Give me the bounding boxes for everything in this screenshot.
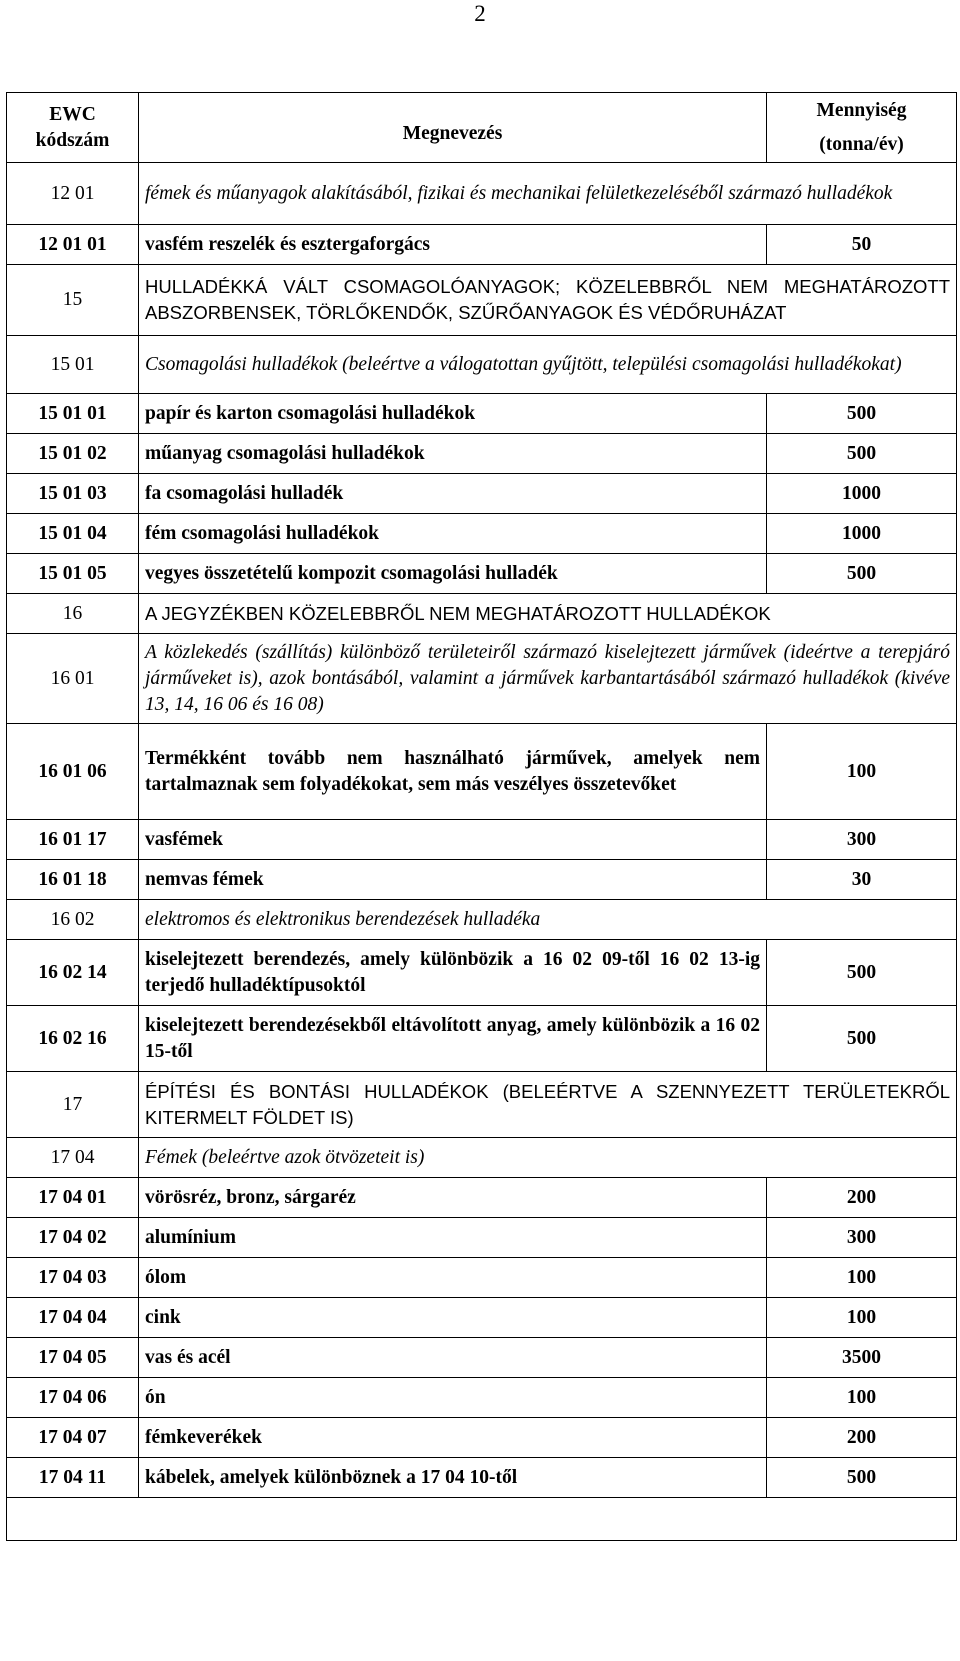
name-cell: cink bbox=[139, 1298, 767, 1338]
name-cell: Fémek (beleértve azok ötvözeteit is) bbox=[139, 1138, 957, 1178]
quantity-cell: 500 bbox=[767, 940, 957, 1006]
table-row bbox=[7, 860, 957, 900]
table-row bbox=[7, 1218, 957, 1258]
name-cell: ólom bbox=[139, 1258, 767, 1298]
quantity-cell: 200 bbox=[767, 1178, 957, 1218]
table-row bbox=[7, 724, 957, 820]
table-row bbox=[7, 554, 957, 594]
ewc-code-cell: 15 bbox=[7, 265, 139, 336]
name-cell: nemvas fémek bbox=[139, 860, 767, 900]
ewc-code-cell: 15 01 05 bbox=[7, 554, 139, 594]
table-row bbox=[7, 225, 957, 265]
table-row bbox=[7, 514, 957, 554]
ewc-code-cell: 15 01 04 bbox=[7, 514, 139, 554]
ewc-code-cell: 17 bbox=[7, 1072, 139, 1138]
table-row bbox=[7, 900, 957, 940]
name-cell: ón bbox=[139, 1378, 767, 1418]
quantity-cell: 500 bbox=[767, 1458, 957, 1498]
quantity-cell: 1000 bbox=[767, 514, 957, 554]
ewc-code-cell: 16 02 16 bbox=[7, 1006, 139, 1072]
name-cell: Csomagolási hulladékok (beleértve a válogatottan gyűjtött, települési csomagolási hulladékokat) bbox=[139, 336, 957, 394]
table-row bbox=[7, 1138, 957, 1178]
table-row bbox=[7, 940, 957, 1006]
name-cell: elektromos és elektronikus berendezések hulladéka bbox=[139, 900, 957, 940]
ewc-code-cell: 17 04 bbox=[7, 1138, 139, 1178]
ewc-code-cell: 17 04 03 bbox=[7, 1258, 139, 1298]
ewc-code-cell: 17 04 05 bbox=[7, 1338, 139, 1378]
ewc-code-cell: 16 01 17 bbox=[7, 820, 139, 860]
name-cell: fémkeverékek bbox=[139, 1418, 767, 1458]
ewc-code-cell: 12 01 01 bbox=[7, 225, 139, 265]
table-header-row bbox=[7, 93, 957, 163]
quantity-cell: 100 bbox=[767, 724, 957, 820]
name-cell: alumínium bbox=[139, 1218, 767, 1258]
table-row bbox=[7, 1258, 957, 1298]
name-cell: kiselejtezett berendezés, amely különbözik a 16 02 09-től 16 02 13-ig terjedő hulladéktípusoktól bbox=[139, 940, 767, 1006]
table-row bbox=[7, 1006, 957, 1072]
table-row bbox=[7, 336, 957, 394]
quantity-cell: 300 bbox=[767, 820, 957, 860]
quantity-cell: 500 bbox=[767, 554, 957, 594]
table-row bbox=[7, 434, 957, 474]
table-row bbox=[7, 394, 957, 434]
page-number: 2 bbox=[474, 1, 486, 26]
name-cell: papír és karton csomagolási hulladékok bbox=[139, 394, 767, 434]
table-row bbox=[7, 594, 957, 634]
header-name: Megnevezés bbox=[139, 93, 767, 163]
quantity-cell: 100 bbox=[767, 1258, 957, 1298]
table-empty-footer-row bbox=[7, 1498, 957, 1541]
quantity-cell: 100 bbox=[767, 1298, 957, 1338]
name-cell: HULLADÉKKÁ VÁLT CSOMAGOLÓANYAGOK; KÖZELEBBRŐL NEM MEGHATÁROZOTT ABSZORBENSEK, TÖRLŐKENDŐK, SZŰRŐANYAGOK ÉS VÉDŐRUHÁZAT bbox=[139, 265, 957, 336]
name-cell: vas és acél bbox=[139, 1338, 767, 1378]
name-cell: vörösréz, bronz, sárgaréz bbox=[139, 1178, 767, 1218]
ewc-code-cell: 16 02 14 bbox=[7, 940, 139, 1006]
table-row bbox=[7, 820, 957, 860]
ewc-code-cell: 17 04 02 bbox=[7, 1218, 139, 1258]
ewc-code-cell: 17 04 06 bbox=[7, 1378, 139, 1418]
name-cell: műanyag csomagolási hulladékok bbox=[139, 434, 767, 474]
name-cell: vegyes összetételű kompozit csomagolási hulladék bbox=[139, 554, 767, 594]
ewc-code-cell: 16 02 bbox=[7, 900, 139, 940]
name-cell: kiselejtezett berendezésekből eltávolított anyag, amely különbözik a 16 02 15-től bbox=[139, 1006, 767, 1072]
name-cell: ÉPÍTÉSI ÉS BONTÁSI HULLADÉKOK (BELEÉRTVE A SZENNYEZETT TERÜLETEKRŐL KITERMELT FÖLDET IS) bbox=[139, 1072, 957, 1138]
table-row bbox=[7, 1178, 957, 1218]
table-body bbox=[7, 163, 957, 1498]
ewc-code-cell: 17 04 11 bbox=[7, 1458, 139, 1498]
quantity-cell: 300 bbox=[767, 1218, 957, 1258]
table-row bbox=[7, 1418, 957, 1458]
header-ewc-code: EWC kódszám bbox=[7, 93, 139, 163]
table-row bbox=[7, 1072, 957, 1138]
name-cell: A közlekedés (szállítás) különböző területeiről származó kiselejtezett járművek (ideértve a terepjáró járműveket is), azok bontásából, valamint a járművek karbantartásából származó hulladékok (kivéve 13, 14, 16 06 és 16 08) bbox=[139, 634, 957, 724]
ewc-code-cell: 17 04 04 bbox=[7, 1298, 139, 1338]
quantity-cell: 3500 bbox=[767, 1338, 957, 1378]
ewc-code-cell: 12 01 bbox=[7, 163, 139, 225]
table-row bbox=[7, 1298, 957, 1338]
table-row bbox=[7, 265, 957, 336]
quantity-cell: 200 bbox=[767, 1418, 957, 1458]
ewc-code-cell: 15 01 01 bbox=[7, 394, 139, 434]
ewc-code-cell: 16 01 06 bbox=[7, 724, 139, 820]
ewc-code-cell: 15 01 02 bbox=[7, 434, 139, 474]
table-row bbox=[7, 1458, 957, 1498]
table-row bbox=[7, 163, 957, 225]
empty-footer-cell bbox=[7, 1498, 957, 1541]
quantity-cell: 500 bbox=[767, 434, 957, 474]
ewc-code-cell: 17 04 07 bbox=[7, 1418, 139, 1458]
name-cell: Termékként tovább nem használható járművek, amelyek nem tartalmaznak sem folyadékokat, sem más veszélyes összetevőket bbox=[139, 724, 767, 820]
ewc-code-cell: 16 01 18 bbox=[7, 860, 139, 900]
header-quantity: Mennyiség (tonna/év) bbox=[767, 93, 957, 163]
table-row bbox=[7, 634, 957, 724]
ewc-code-cell: 15 01 03 bbox=[7, 474, 139, 514]
name-cell: A JEGYZÉKBEN KÖZELEBBRŐL NEM MEGHATÁROZOTT HULLADÉKOK bbox=[139, 594, 957, 634]
quantity-cell: 50 bbox=[767, 225, 957, 265]
quantity-cell: 500 bbox=[767, 1006, 957, 1072]
ewc-code-cell: 16 01 bbox=[7, 634, 139, 724]
table-row bbox=[7, 1338, 957, 1378]
name-cell: fa csomagolási hulladék bbox=[139, 474, 767, 514]
ewc-code-cell: 15 01 bbox=[7, 336, 139, 394]
quantity-cell: 500 bbox=[767, 394, 957, 434]
quantity-cell: 100 bbox=[767, 1378, 957, 1418]
quantity-cell: 30 bbox=[767, 860, 957, 900]
waste-table bbox=[6, 92, 957, 1541]
table-row bbox=[7, 1378, 957, 1418]
name-cell: kábelek, amelyek különböznek a 17 04 10-től bbox=[139, 1458, 767, 1498]
ewc-code-cell: 16 bbox=[7, 594, 139, 634]
quantity-cell: 1000 bbox=[767, 474, 957, 514]
name-cell: fémek és műanyagok alakításából, fizikai és mechanikai felületkezeléséből származó hulladékok bbox=[139, 163, 957, 225]
table-row bbox=[7, 474, 957, 514]
name-cell: vasfémek bbox=[139, 820, 767, 860]
ewc-code-cell: 17 04 01 bbox=[7, 1178, 139, 1218]
name-cell: vasfém reszelék és esztergaforgács bbox=[139, 225, 767, 265]
name-cell: fém csomagolási hulladékok bbox=[139, 514, 767, 554]
